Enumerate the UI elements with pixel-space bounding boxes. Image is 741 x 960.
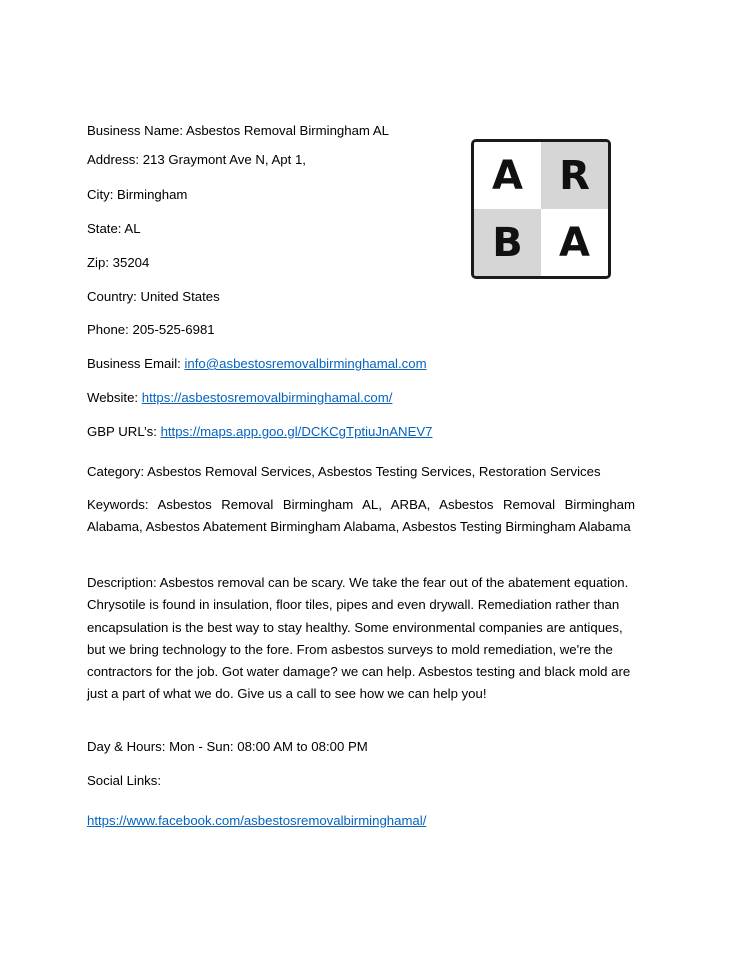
arba-logo [471,139,611,279]
zip-label: Zip: [87,255,109,270]
city-row [87,186,187,204]
facebook-row [87,812,426,830]
category-row [87,463,601,481]
address-row [87,151,306,169]
keywords-label: Keywords: [87,497,149,512]
phone-value: 205-525-6981 [132,322,215,337]
email-link[interactable]: info@asbestosremovalbirminghamal.com [184,356,427,371]
logo-letter-b: B [474,209,541,276]
email-label: Business Email: [87,356,181,371]
country-label: Country: [87,289,137,304]
keywords-value: Asbestos Removal Birmingham AL, ARBA, Asbestos Removal Birmingham Alabama, Asbestos Abatement Birmingham Alabama, Asbestos Testing Birmingham Alabama [87,497,635,535]
hours-label: Day & Hours: [87,739,166,754]
website-row [87,389,392,407]
keywords-paragraph [87,494,635,539]
business-name-row [87,122,389,140]
facebook-link[interactable]: https://www.facebook.com/asbestosremovalbirminghamal/ [87,813,427,828]
zip-row [87,254,149,272]
state-label: State: [87,221,122,236]
description-paragraph [87,572,635,706]
hours-value: Mon - Sun: 08:00 AM to 08:00 PM [169,739,368,754]
city-label: City: [87,187,114,202]
gbp-row [87,423,433,441]
gbp-link[interactable]: https://maps.app.goo.gl/DCKCgTptiuJnANEV7 [160,424,433,439]
address-value: 213 Graymont Ave N, Apt 1, [142,152,306,167]
logo-letter-a-top: A [474,142,541,209]
email-row [87,355,427,373]
address-label: Address: [87,152,140,167]
category-label: Category: [87,464,145,479]
city-value: Birmingham [117,187,188,202]
hours-row [87,738,368,756]
gbp-label: GBP URL’s: [87,424,157,439]
website-label: Website: [87,390,139,405]
logo-letter-r: R [541,142,608,209]
description-label: Description: [87,575,157,590]
description-value: Asbestos removal can be scary. We take the fear out of the abatement equation. Chrysotile is found in insulation, floor tiles, pipes and even drywall. Remediation rather than encapsulation is the best way to stay healthy. Some environmental companies are antiques, but we bring technology to the fore. From asbestos surveys to mold remediation, we're the contractors for the job. Got water damage? we can help. Asbestos testing and black mold are just a part of what we do. Give us a call to see how we can help you! [87,575,631,702]
country-value: United States [140,289,220,304]
state-value: AL [124,221,141,236]
zip-value: 35204 [112,255,150,270]
phone-label: Phone: [87,322,129,337]
social-links-label: Social Links: [87,773,162,788]
phone-row [87,321,215,339]
category-value: Asbestos Removal Services, Asbestos Testing Services, Restoration Services [147,464,601,479]
logo-letter-a-bottom: A [541,209,608,276]
country-row [87,288,220,306]
business-name-value: Asbestos Removal Birmingham AL [185,123,389,138]
state-row [87,220,141,238]
website-link[interactable]: https://asbestosremovalbirminghamal.com/ [141,390,393,405]
business-name-label: Business Name: [87,123,184,138]
social-links-heading [87,772,161,790]
